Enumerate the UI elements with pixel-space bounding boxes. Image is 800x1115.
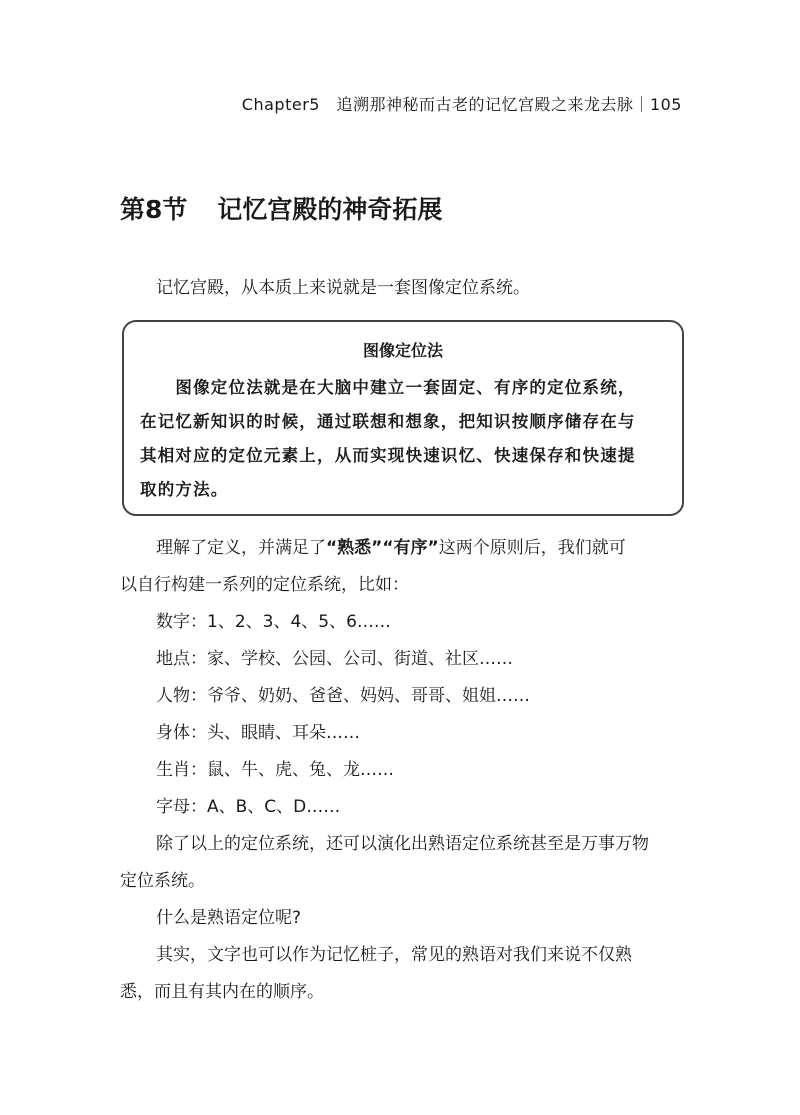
term-familiar: “熟悉”: [326, 538, 383, 558]
example-item: 地点：家、学校、公园、公司、街道、社区……: [156, 649, 513, 669]
paragraph-1-line-1: [120, 530, 685, 567]
example-item: 身体：头、眼睛、耳朵……: [156, 723, 360, 743]
definition-box-title: 图像定位法: [362, 341, 443, 360]
paragraph-4-line-1: 其实，文字也可以作为记忆桩子，常见的熟语对我们来说不仅熟: [156, 945, 632, 965]
example-item: 人物：爷爷、奶奶、爸爸、妈妈、哥哥、姐姐……: [156, 686, 530, 706]
definition-line-2: 在记忆新知识的时候，通过联想和想象，把知识按顺序储存在与: [140, 412, 636, 431]
paragraph-1-text-b: 这两个原则后，我们就可: [438, 538, 626, 558]
example-item: 数字：1、2、3、4、5、6……: [156, 612, 391, 632]
section-title: 记忆宫殿的神奇拓展: [217, 195, 443, 224]
section-number: 第8节: [120, 195, 188, 224]
paragraph-2-line-1: 除了以上的定位系统，还可以演化出熟语定位系统甚至是万事万物: [156, 834, 649, 854]
paragraph-2-line-2: 定位系统。: [120, 871, 205, 891]
paragraph-4-line-2: 悉，而且有其内在的顺序。: [120, 982, 324, 1002]
running-header: Chapter5 追溯那神秘而古老的记忆宫殿之来龙去脉｜105: [241, 95, 682, 114]
example-item: 生肖：鼠、牛、虎、兔、龙……: [156, 760, 394, 780]
section-heading: [120, 190, 442, 226]
definition-box: [122, 320, 684, 516]
paragraph-1-line-2: 以自行构建一系列的定位系统，比如：: [120, 575, 409, 595]
paragraph-1-text-a: 理解了定义，并满足了: [156, 538, 326, 558]
intro-paragraph: 记忆宫殿，从本质上来说就是一套图像定位系统。: [156, 278, 530, 298]
definition-line-1: 图像定位法就是在大脑中建立一套固定、有序的定位系统，: [140, 378, 636, 397]
term-ordered: “有序”: [382, 538, 439, 558]
paragraph-3: 什么是熟语定位呢?: [156, 908, 302, 928]
definition-line-4: 取的方法。: [140, 480, 229, 499]
definition-line-3: 其相对应的定位元素上，从而实现快速识忆、快速保存和快速提: [140, 446, 636, 465]
example-item: 字母：A、B、C、D……: [156, 797, 341, 817]
